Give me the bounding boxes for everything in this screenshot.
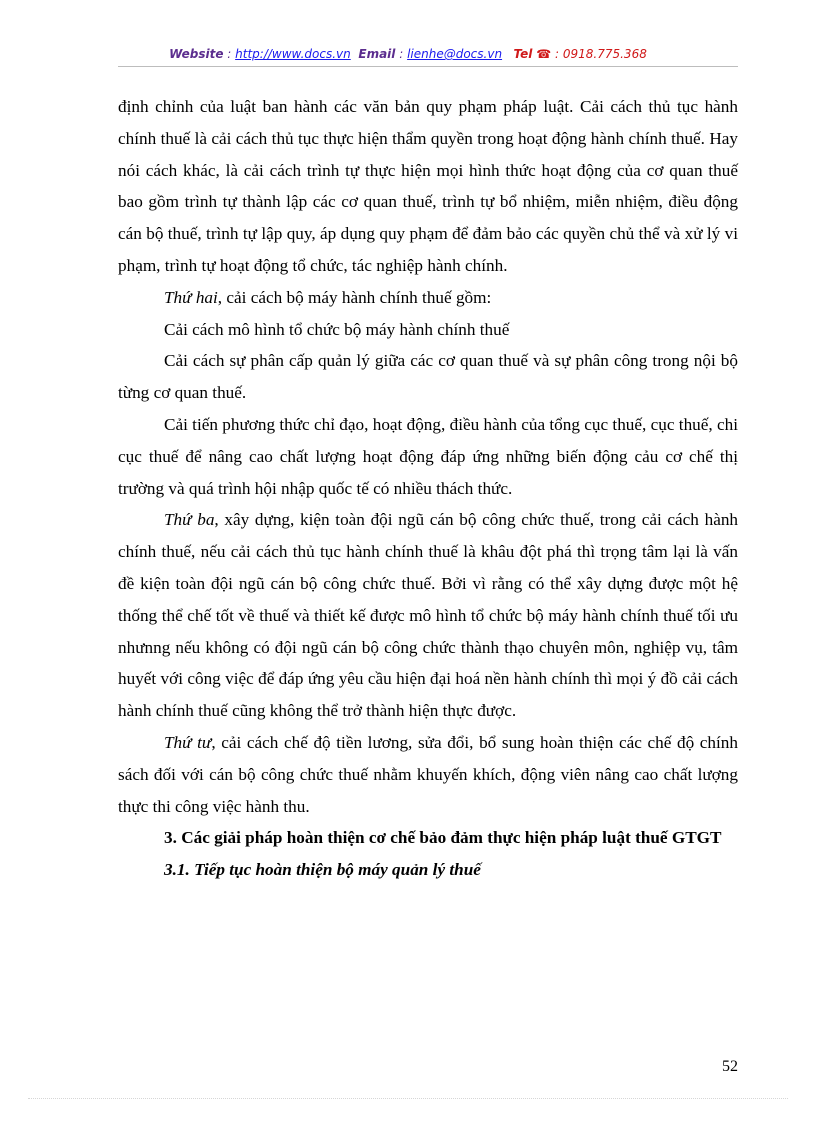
paragraph-6-lead: Thứ ba xyxy=(164,510,215,530)
email-separator: : xyxy=(395,47,408,61)
page-header xyxy=(0,47,816,61)
subsection-heading-3-1: 3.1. Tiếp tục hoàn thiện bộ máy quản lý thuế xyxy=(164,860,481,880)
page-number: 52 xyxy=(722,1058,738,1075)
section-heading-3: 3. Các giải pháp hoàn thiện cơ chế bảo đảm thực hiện pháp luật thuế GTGT xyxy=(164,828,722,848)
header-divider xyxy=(118,66,738,67)
website-link[interactable]: http://www.docs.vn xyxy=(235,47,351,61)
website-label: Website xyxy=(169,47,224,61)
paragraph-6 xyxy=(118,504,738,727)
paragraph-5: Cải tiến phương thức chỉ đạo, hoạt động, điều hành của tổng cục thuế, cục thuế, chi cục thuế để nâng cao chất lượng hoạt động đáp ứng những biến động cảu cơ chế thị trường và quá trình hội nhập quốc tế có nhiều thách thức. xyxy=(118,414,738,498)
paragraph-6-text: , xây dựng, kiện toàn đội ngũ cán bộ công chức thuế, trong cải cách hành chính thuế, nếu cải cách thủ tục hành chính thuế là khâu đột phá thì trọng tâm lại là vấn đề kiện toàn đội ngũ cán bộ công chức thuế. Bởi vì rằng có thể xây dựng được một hệ thống thể chế tốt về thuế và thiết kế được mô hình tổ chức bộ máy hành chính thuế tối ưu nhưnng nếu không có đội ngũ cán bộ công chức thành thạo chuyên môn, nghiệp vụ, tâm huyết với công việc để đáp ứng yêu cầu hiện đại hoá nền hành chính thì mọi ý đồ cải cách hành chính thuế cũng không thể trở thành hiện thực được. xyxy=(118,510,739,721)
paragraph-7-text: , cải cách chế độ tiền lương, sửa đổi, bổ sung hoàn thiện các chế độ chính sách đối với cán bộ công chức thuế nhằm khuyến khích, động viên nâng cao chất lượng thực thi công việc hành thu. xyxy=(118,732,738,816)
paragraph-1: định chỉnh của luật ban hành các văn bản quy phạm pháp luật. Cải cách thủ tục hành chính thuế là cải cách thủ tục thực hiện thẩm quyền trong hoạt động hành chính thuế. Hay nói cách khác, là cải cách trình tự thực hiện mọi hình thức hoạt động của cơ quan thuế bao gồm trình tự thành lập các cơ quan thuế, trình tự bổ nhiệm, miễn nhiệm, điều động cán bộ thuế, trình tự lập quy, áp dụng quy phạm để đảm bảo các quyền chủ thể và xử lý vi phạm, trình tự hoạt động tổ chức, tác nghiệp hành chính. xyxy=(118,97,738,275)
paragraph-7 xyxy=(118,727,738,822)
tel-separator: : xyxy=(551,47,563,61)
website-separator: : xyxy=(223,47,236,61)
document-body xyxy=(118,91,738,886)
page-bottom-border xyxy=(28,1098,788,1099)
paragraph-7-lead: Thứ tư xyxy=(164,732,212,752)
email-link[interactable]: lienhe@docs.vn xyxy=(407,47,503,61)
email-label: Email xyxy=(358,47,396,61)
paragraph-4: Cải cách sự phân cấp quản lý giữa các cơ quan thuế và sự phân công trong nội bộ từng cơ quan thuế. xyxy=(118,351,738,403)
paragraph-2-lead: Thứ hai xyxy=(164,287,218,307)
paragraph-2-text: , cải cách bộ máy hành chính thuế gồm: xyxy=(217,287,492,307)
tel-number: 0918.775.368 xyxy=(562,47,647,61)
tel-label: Tel xyxy=(513,47,533,61)
paragraph-3: Cải cách mô hình tổ chức bộ máy hành chính thuế xyxy=(164,319,510,339)
paragraph-2 xyxy=(118,282,738,314)
phone-icon: ☎ xyxy=(536,47,552,61)
